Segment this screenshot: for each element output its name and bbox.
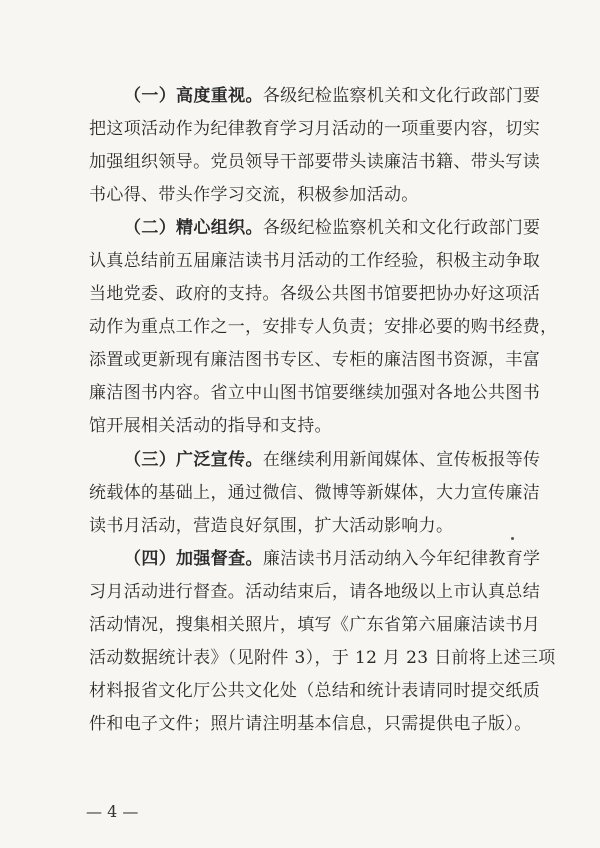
section-3-line-3: 读书月活动，营造良好氛围，扩大活动影响力。	[89, 516, 454, 536]
section-2-line-2: 认真总结前五届廉洁读书月活动的工作经验，积极主动争取	[89, 251, 541, 271]
section-1-text: 各级纪检监察机关和文化行政部门要	[262, 86, 541, 106]
section-4-heading: （四）加强督查。	[124, 549, 263, 569]
section-2-text: 各级纪检监察机关和文化行政部门要	[262, 218, 541, 238]
section-4-line-6: 件和电子文件；照片请注明基本信息，只需提供电子版）。	[89, 714, 532, 734]
section-4-text: 廉洁读书月活动纳入今年纪律教育学	[262, 549, 541, 569]
section-2-line-6: 廉洁图书内容。省立中山图书馆要继续加强对各地公共图书	[89, 383, 541, 403]
section-2-line-5: 添置或更新现有廉洁图书专区、专柜的廉洁图书资源，丰富	[89, 350, 541, 370]
section-2-line-1	[124, 218, 540, 238]
section-3-line-2: 统载体的基础上，通过微信、微博等新媒体，大力宣传廉洁	[89, 483, 541, 503]
section-4-line-1	[124, 549, 540, 569]
section-1-line-2: 把这项活动作为纪律教育学习月活动的一项重要内容，切实	[89, 119, 541, 139]
page-number: — 4 —	[86, 802, 139, 821]
section-1-heading: （一）高度重视。	[124, 86, 263, 106]
section-1-line-4: 书心得、带头作学习交流，积极参加活动。	[89, 185, 419, 205]
section-2-heading: （二）精心组织。	[124, 218, 263, 238]
section-1-line-1	[124, 86, 540, 106]
section-4-line-2: 习月活动进行督查。活动结束后，请各地级以上市认真总结	[89, 582, 541, 602]
section-3-heading: （三）广泛宣传。	[124, 450, 263, 470]
section-3-text: 在继续利用新闻媒体、宣传板报等传	[262, 450, 541, 470]
section-4-line-5: 材料报省文化厅公共文化处（总结和统计表请同时提交纸质	[89, 681, 541, 701]
section-4-line-4: 活动数据统计表》（见附件 3），于 12 月 23 日前将上述三项	[89, 648, 556, 668]
section-4-line-3: 活动情况，搜集相关照片，填写《广东省第六届廉洁读书月	[89, 615, 541, 635]
section-2-line-3: 当地党委、政府的支持。各级公共图书馆要把协办好这项活	[89, 284, 541, 304]
scan-speck	[511, 537, 514, 540]
section-1-line-3: 加强组织领导。党员领导干部要带头读廉洁书籍、带头写读	[89, 152, 541, 172]
section-3-line-1	[124, 450, 540, 470]
section-2-line-4: 动作为重点工作之一，安排专人负责；安排必要的购书经费，	[89, 317, 558, 337]
section-2-line-7: 馆开展相关活动的指导和支持。	[89, 416, 332, 436]
